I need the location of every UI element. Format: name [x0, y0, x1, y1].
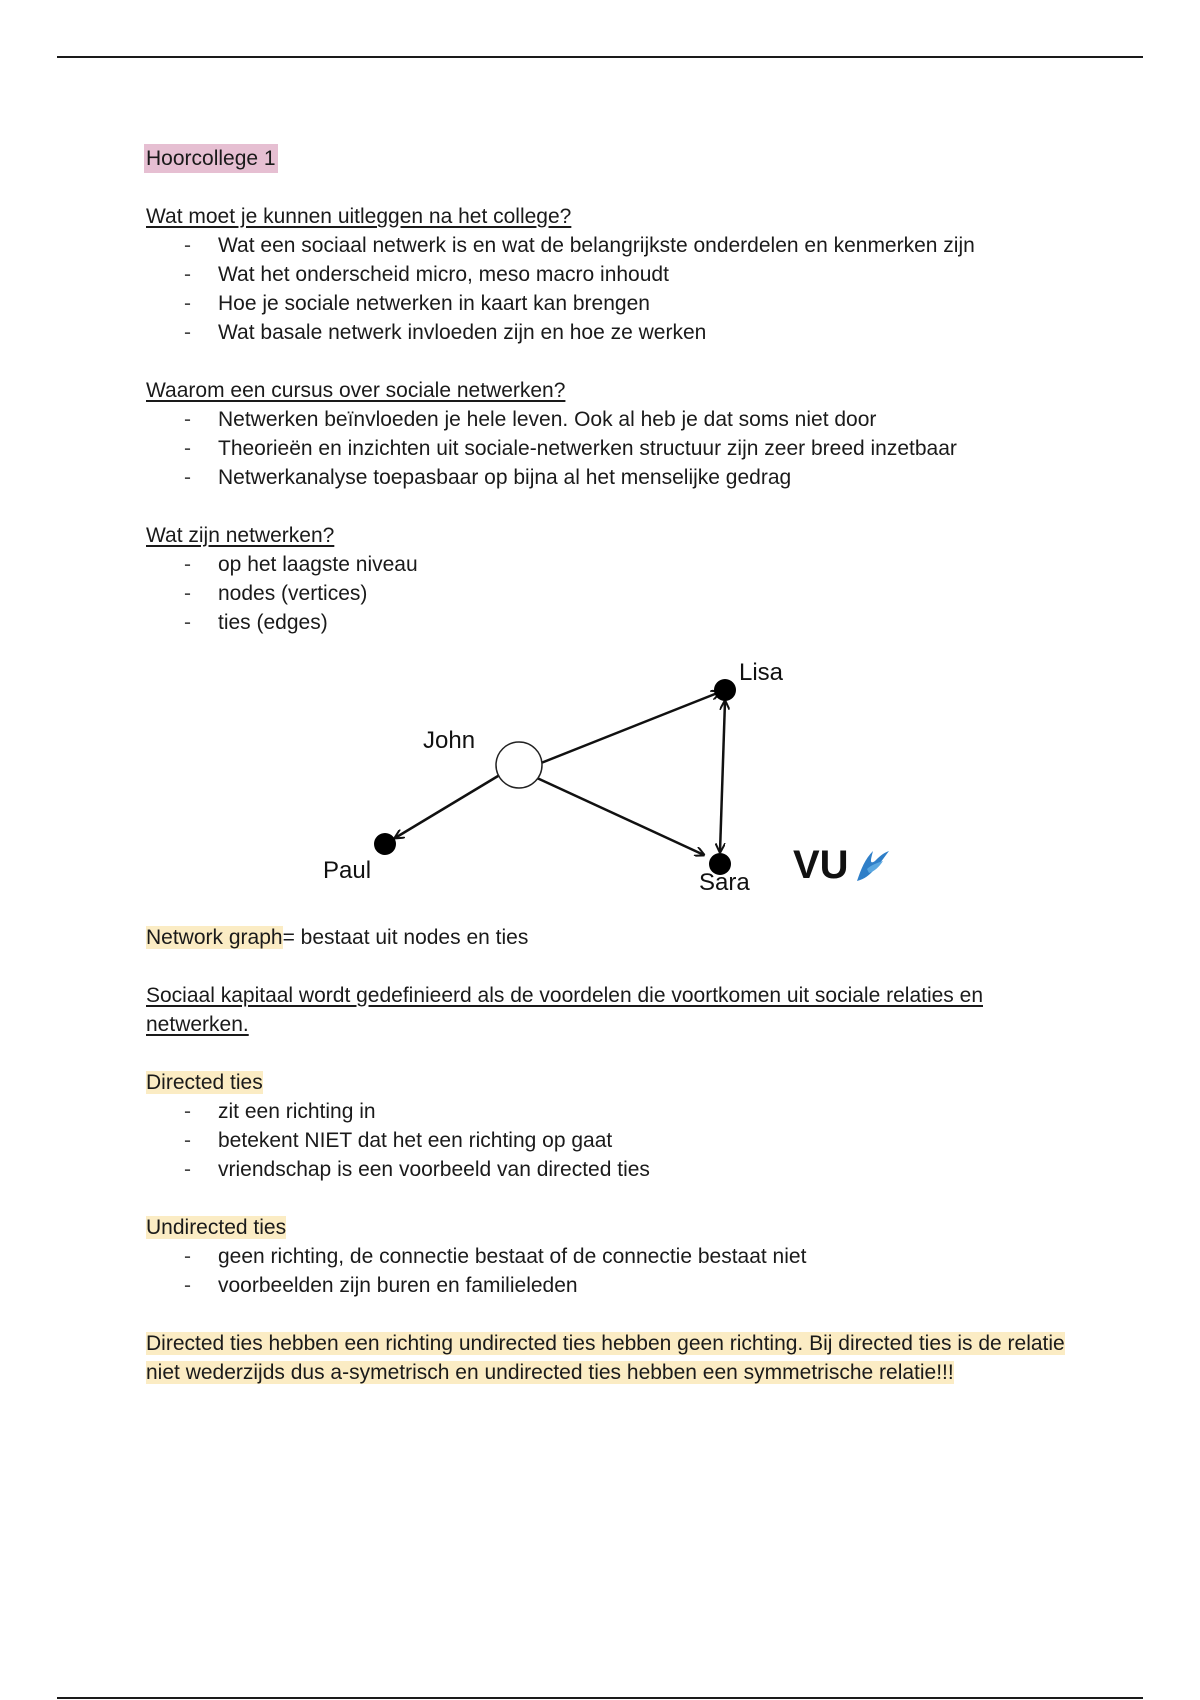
bottom-rule [57, 1697, 1143, 1699]
list-item: - Hoe je sociale netwerken in kaart kan brengen [146, 289, 1076, 318]
list-item: - Wat het onderscheid micro, meso macro inhoudt [146, 260, 1076, 289]
list-item: - Netwerken beïnvloeden je hele leven. Ook al heb je dat soms niet door [146, 405, 1076, 434]
section-learning-goals [146, 202, 1076, 347]
section-heading: Wat zijn netwerken? [146, 524, 335, 547]
list-item: - voorbeelden zijn buren en familieleden [146, 1271, 1076, 1300]
vu-logo [793, 845, 849, 885]
list-item: - geen richting, de connectie bestaat of de connectie bestaat niet [146, 1242, 1076, 1271]
node-paul [374, 833, 396, 855]
definition-text: = bestaat uit nodes en ties [282, 926, 529, 949]
node-label-lisa: Lisa [739, 659, 784, 686]
list-item: - Netwerkanalyse toepasbaar op bijna al het menselijke gedrag [146, 463, 1076, 492]
section-undirected-ties [146, 1213, 1076, 1300]
bullet-list [146, 550, 1076, 637]
list-item: - betekent NIET dat het een richting op gaat [146, 1126, 1076, 1155]
node-label-paul: Paul [323, 857, 372, 884]
bullet-list [146, 231, 1076, 347]
list-item: - vriendschap is een voorbeeld van directed ties [146, 1155, 1076, 1184]
network-graph-figure [301, 645, 901, 915]
section-heading: Undirected ties [146, 1216, 287, 1239]
griffin-icon [853, 845, 891, 885]
node-label-sara: Sara [699, 869, 750, 896]
node-label-john: John [423, 727, 476, 754]
edge-lisa-sara [720, 701, 725, 852]
edge-john-sara [537, 778, 704, 855]
list-item: - Wat basale netwerk invloeden zijn en hoe ze werken [146, 318, 1076, 347]
list-item: - zit een richting in [146, 1097, 1076, 1126]
section-what-are-networks [146, 521, 1076, 637]
list-item: - nodes (vertices) [146, 579, 1076, 608]
section-directed-ties [146, 1068, 1076, 1184]
summary-text: Directed ties hebben een richting undirected ties hebben geen richting. Bij directed ties is de relatie niet wederzijds dus a-symetrisch en undirected ties hebben een symmetrische relatie!!! [146, 1332, 1065, 1384]
section-heading: Waarom een cursus over sociale netwerken? [146, 379, 566, 402]
section-why-course [146, 376, 1076, 492]
edge-john-paul [395, 773, 503, 838]
list-item: - ties (edges) [146, 608, 1076, 637]
bullet-list [146, 405, 1076, 492]
section-heading: Directed ties [146, 1071, 263, 1094]
bullet-list [146, 1097, 1076, 1184]
social-capital-definition: Sociaal kapitaal wordt gedefinieerd als de voordelen die voortkomen uit sociale relaties en netwerken. [146, 984, 983, 1036]
bullet-list [146, 1242, 1076, 1300]
node-lisa [714, 679, 736, 701]
list-item: - Theorieën en inzichten uit sociale-netwerken structuur zijn zeer breed inzetbaar [146, 434, 1076, 463]
list-item: - op het laagste niveau [146, 550, 1076, 579]
network-graph-definition [146, 923, 1076, 952]
page-title: Hoorcollege 1 [144, 144, 278, 173]
list-item: - Wat een sociaal netwerk is en wat de belangrijkste onderdelen en kenmerken zijn [146, 231, 1076, 260]
summary-paragraph [146, 1329, 1076, 1387]
edge-john-lisa [541, 692, 720, 763]
node-john [496, 742, 542, 788]
section-heading: Wat moet je kunnen uitleggen na het college? [146, 205, 572, 228]
vu-logo-text: VU [793, 843, 849, 887]
top-rule [57, 56, 1143, 58]
document-body [146, 144, 1076, 1387]
term-network-graph: Network graph [146, 926, 283, 949]
